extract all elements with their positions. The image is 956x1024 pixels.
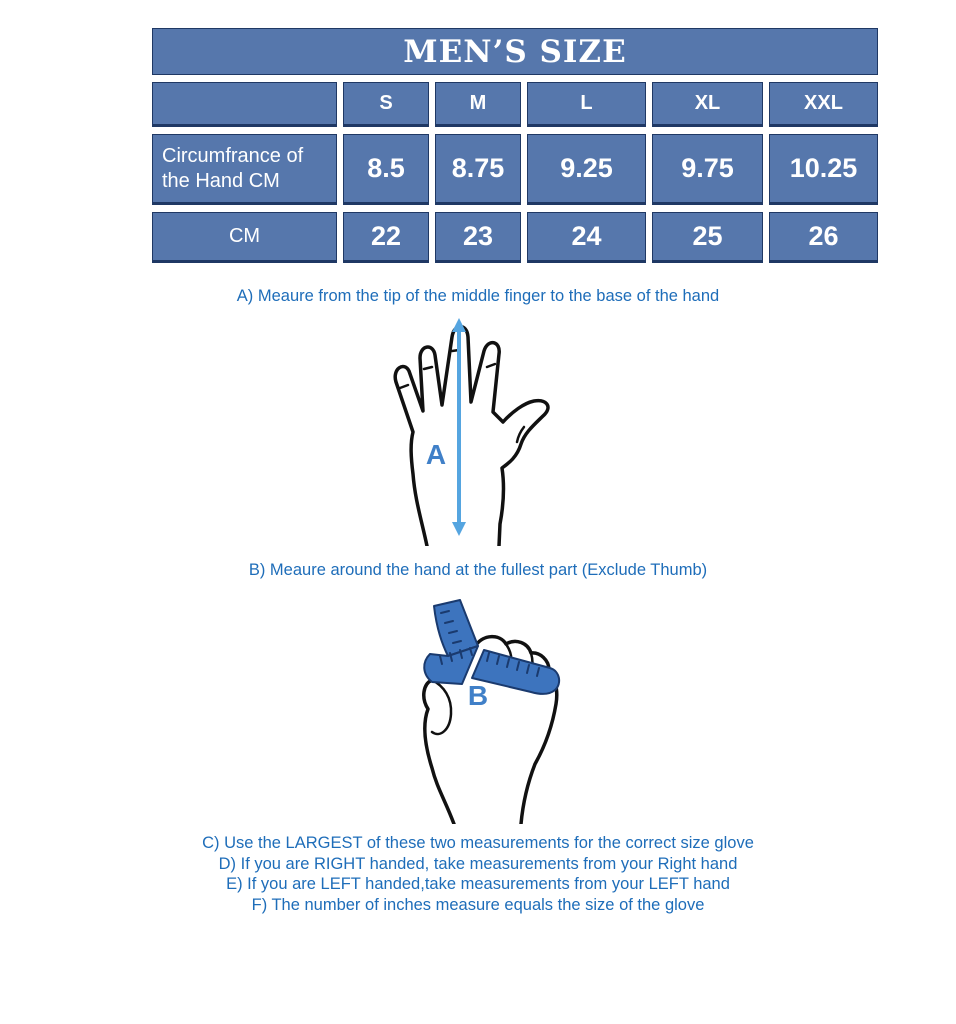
cm-value: 24 [527, 212, 646, 263]
col-header-m: M [435, 82, 521, 127]
open-hand-measure-diagram [372, 312, 558, 546]
instruction-c: C) Use the LARGEST of these two measurements for the correct size glove [202, 834, 754, 852]
corner-cell [152, 82, 337, 127]
table-title-bar [152, 28, 878, 75]
col-header-xl: XL [652, 82, 763, 127]
row-label-circumference: Circumfrance of the Hand CM [152, 134, 337, 205]
fist-diagram-letter: B [467, 680, 489, 711]
circumference-value: 10.25 [769, 134, 878, 205]
cm-value: 23 [435, 212, 521, 263]
circumference-value: 9.75 [652, 134, 763, 205]
table-title: MEN’S SIZE [403, 33, 627, 70]
col-header-s: S [343, 82, 429, 127]
cm-value: 26 [769, 212, 878, 263]
fist-measure-diagram [388, 592, 580, 824]
instructions-c-to-f [0, 833, 956, 915]
hand-outline [395, 327, 548, 547]
hand-diagram-letter: A [425, 439, 447, 470]
size-table [152, 28, 878, 263]
circumference-value: 8.5 [343, 134, 429, 205]
instruction-f: F) The number of inches measure equals the size of the glove [251, 895, 705, 914]
instruction-e: E) If you are LEFT handed,take measurements from your LEFT hand [226, 875, 730, 893]
row-label-cm: CM [152, 212, 337, 263]
instruction-a: A) Meaure from the tip of the middle finger to the base of the hand [236, 287, 720, 305]
instruction-d: D) If you are RIGHT handed, take measurements from your Right hand [218, 854, 738, 873]
size-table-grid [152, 82, 878, 263]
cm-value: 22 [343, 212, 429, 263]
col-header-l: L [527, 82, 646, 127]
cm-value: 25 [652, 212, 763, 263]
col-header-xxl: XXL [769, 82, 878, 127]
circumference-value: 9.25 [527, 134, 646, 205]
circumference-value: 8.75 [435, 134, 521, 205]
instruction-b: B) Meaure around the hand at the fullest part (Exclude Thumb) [248, 561, 708, 579]
